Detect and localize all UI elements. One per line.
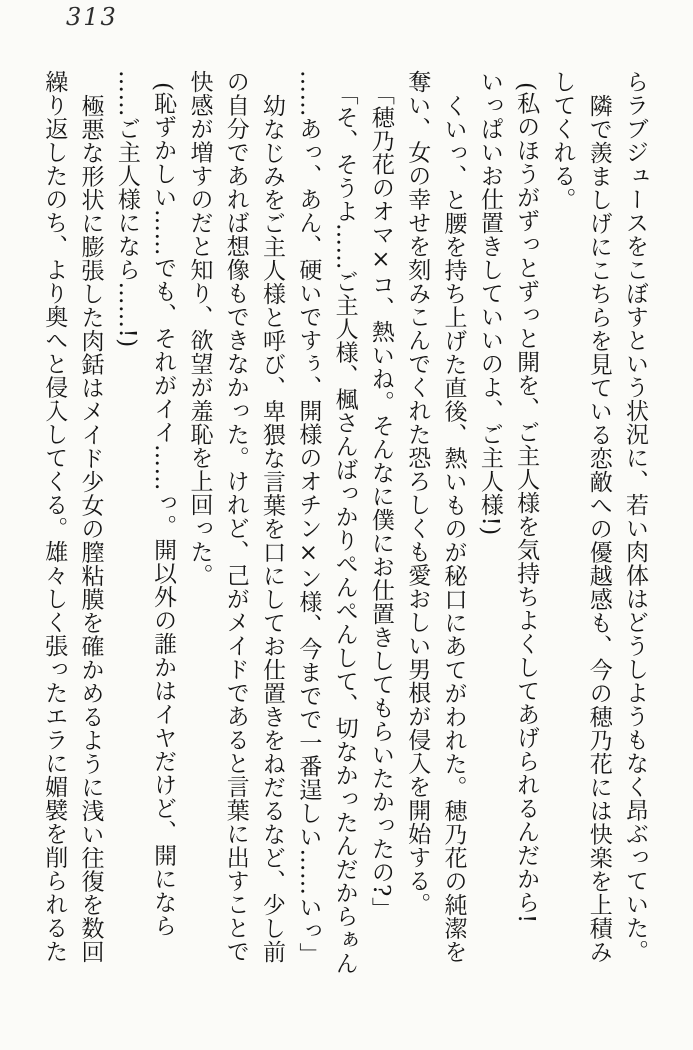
text-line: 隣で羨ましげにこちらを見ている恋敵への優越感も、今の穂乃花には快楽を上積み [585,93,612,963]
text-line: 「穂乃花のオマ×コ、熱いね。そんなに僕にお仕置きしてもらいたかったの?」 [367,82,394,921]
page-number: 313 [66,3,118,31]
text-line: 「そ、そうよ……ご主人様、楓さんばっかりぺんぺんして、切なかったんだからぁん [331,82,358,975]
text-line: 繰り返したのち、より奥へと侵入してくる。雄々しく張ったエラに媚襞を削られるた [41,70,68,963]
text-line: の自分であれば想像もできなかった。けれど、己がメイドであると言葉に出すことで [222,70,249,963]
text-line: (私のほうがずっとずっと開を、ご主人様を気持ちよくしてあげられるんだから! [513,82,540,924]
text-line: くいっ、と腰を持ち上げた直後、熱いものが秘口にあてがわれた。穂乃花の純潔を [440,93,467,963]
text-line: 幼なじみをご主人様と呼び、卑猥な言葉を口にしてお仕置きをねだるなど、少し前 [259,93,286,963]
text-line: らラブジュースをこぼすという状況に、若い肉体はどうしようもなく昂ぶっていた。 [622,70,648,963]
text-line: ……あっ、あん、硬いですぅ、開様のオチン×ン様、今までで一番逞しい……いっ」 [295,70,322,966]
text-line: ……ご主人様になら……!) [113,70,140,348]
text-line: 快感が増すのだと知り、欲望が羞恥を上回った。 [186,70,213,587]
text-line: してくれる。 [549,70,576,211]
text-line: (恥ずかしい……でも、それがイイ……っ。開以外の誰かはイヤだけど、開になら [150,82,177,938]
vertical-text-block [36,70,653,975]
text-line: 奪い、女の幸せを刻みこんでくれた恐ろしくも愛おしい男根が侵入を開始する。 [404,70,431,916]
text-line: 極悪な形状に膨張した肉銛はメイド少女の膣粘膜を確かめるように浅い往復を数回 [77,93,104,963]
text-line: いっぱいお仕置きしていいのよ、ご主人様!) [476,70,503,536]
